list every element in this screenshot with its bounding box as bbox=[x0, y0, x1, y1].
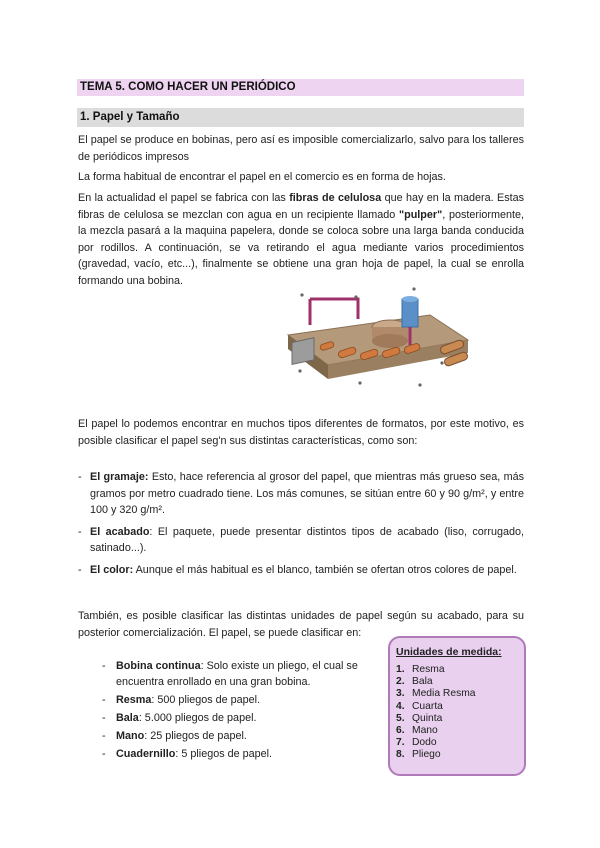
paper-machine-illustration bbox=[280, 285, 476, 393]
list-item: - Bobina continua: Solo existe un pliego, el cual se encuentra enrollado en una gran bobina. bbox=[102, 660, 358, 688]
list-item: - Cuadernillo: 5 pliegos de papel. bbox=[102, 748, 273, 760]
list-item: 7. Dodo bbox=[396, 737, 437, 749]
list-item: 8. Pliego bbox=[396, 749, 441, 761]
paper-units-list bbox=[102, 658, 372, 764]
list-item: 2. Bala bbox=[396, 676, 433, 688]
paragraph-formatos: El papel lo podemos encontrar en muchos tipos diferentes de formatos, por este motivo, es posible clasificar el papel seg'n sus distintas características, como son: bbox=[78, 418, 524, 447]
list-item: - El acabado: El paquete, puede presentar distintos tipos de acabado (liso, corrugado, satinado...). bbox=[78, 525, 524, 554]
list-item: 1. Resma bbox=[396, 664, 445, 675]
paragraph-unidades: También, es posible clasificar las distintas unidades de papel según su acabado, para su posterior comercialización. El papel, se puede clasificar en: bbox=[78, 610, 524, 639]
list-item: - Resma: 500 pliegos de papel. bbox=[102, 694, 261, 706]
units-of-measure-box bbox=[388, 636, 526, 776]
characteristics-list bbox=[78, 469, 524, 583]
list-item: 3. Media Resma bbox=[396, 688, 476, 700]
list-item: - El color: Aunque el más habitual es el blanco, también se ofertan otros colores de papel. bbox=[78, 563, 517, 576]
paragraph-fabricacion: En la actualidad el papel se fabrica con las fibras de celulosa que hay en la madera. Estas fibras de celulosa se mezclan con agua en un recipiente llamado "pulper", posteriormente, la mezcla pasará a la maquina papelera, donde se coloca sobre una larga banda conducida por rodillos. A continuación, se va retirando el agua mediante varios procedimientos (gravedad, vacío, etc...), finalmente se obtiene una gran hoja de papel, la cual se enrolla formando una bobina. bbox=[78, 192, 525, 287]
list-item: - Bala: 5.000 pliegos de papel. bbox=[102, 712, 257, 724]
list-item: - El gramaje: Esto, hace referencia al grosor del papel, que mientras más grueso sea, más gramos por metro cuadrado tiene. Los más comunes, se sitúan entre 60 y 90 g/m², y entre 100 y 320 g/m². bbox=[78, 471, 524, 516]
list-item: - Mano: 25 pliegos de papel. bbox=[102, 730, 247, 742]
paragraph-hojas: La forma habitual de encontrar el papel en el comercio es en forma de hojas. bbox=[78, 171, 446, 183]
list-item: 4. Cuarta bbox=[396, 700, 443, 712]
list-item: 6. Mano bbox=[396, 725, 438, 737]
list-item: 5. Quinta bbox=[396, 712, 443, 724]
page-title: TEMA 5. COMO HACER UN PERIÓDICO bbox=[77, 79, 524, 96]
paragraph-bobinas: El papel se produce en bobinas, pero así es imposible comercializarlo, salvo para los talleres de periódicos impresos bbox=[78, 134, 524, 163]
section-heading: 1. Papel y Tamaño bbox=[77, 108, 524, 127]
units-box-title: Unidades de medida: bbox=[396, 646, 502, 658]
